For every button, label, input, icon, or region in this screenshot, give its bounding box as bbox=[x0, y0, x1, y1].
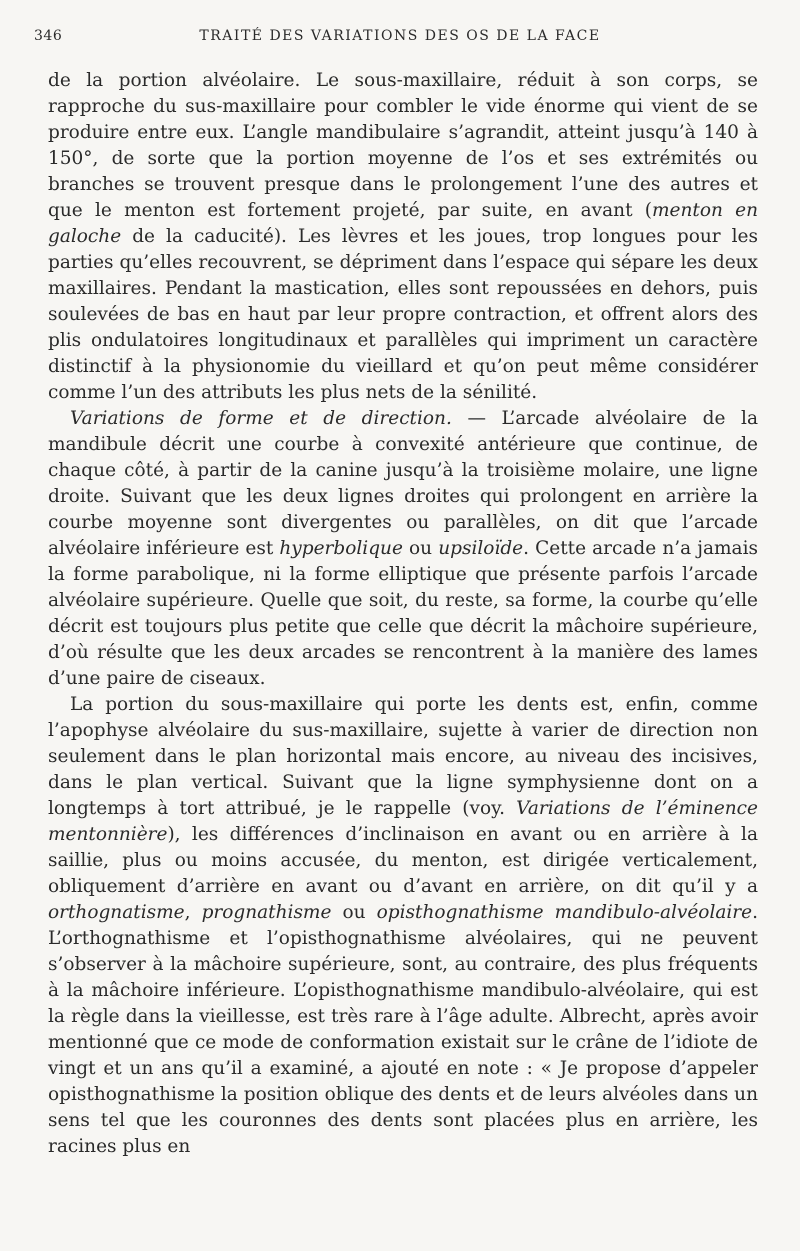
text-run: , bbox=[184, 902, 202, 923]
italic-run: Variations de l’éminence mentonnière bbox=[48, 798, 758, 845]
running-head bbox=[34, 28, 766, 54]
italic-run: opisthognathisme mandibulo-alvéolaire bbox=[376, 902, 753, 923]
text-run: ou bbox=[402, 538, 439, 559]
text-run: . L’orthognathisme et l’opisthognathisme alvéolaires, qui ne peuvent s’observer à la mâchoire supérieure, sont, au contraire, des plus fréquents à la mâchoire inférieure. L’opisthognathisme mandibulo-alvéolaire, qui est la règle dans la vieillesse, est très rare à l’âge adulte. Albrecht, après avoir mentionné que ce mode de conformation existait sur le crâne de l’idiote de vingt et un ans qu’il a examiné, a ajouté en note : « Je propose d’appeler opisthognathisme la position oblique des dents et de leurs alvéoles dans un sens tel que les couronnes des dents sont placées plus en arrière, les racines plus en bbox=[48, 902, 758, 1157]
body-text bbox=[48, 68, 758, 1160]
italic-run: prognathisme bbox=[201, 902, 332, 923]
paragraph bbox=[48, 692, 758, 1160]
italic-run: orthognatisme bbox=[48, 902, 185, 923]
text-run: La portion du sous-maxillaire qui porte les dents est, enfin, comme l’apophyse alvéolaire du sus-maxillaire, sujette à varier de direction non seulement dans le plan horizontal mais encore, au niveau des incisives, dans le plan vertical. Suivant que la ligne symphysienne dont on a longtemps à tort attribué, je le rappelle (voy. bbox=[48, 694, 758, 819]
italic-run: upsiloïde bbox=[438, 538, 524, 559]
paragraph bbox=[48, 406, 758, 692]
italic-run: hyperbolique bbox=[279, 538, 403, 559]
text-run: ou bbox=[331, 902, 377, 923]
text-run: ), les différences d’inclinaison en avant ou en arrière à la saillie, plus ou moins accusée, du menton, est dirigée verticalement, obliquement d’arrière en avant ou d’avant en arrière, on dit qu’il y a bbox=[48, 824, 758, 897]
italic-run: menton en galoche bbox=[48, 200, 758, 247]
text-run: de la portion alvéolaire. Le sous-maxillaire, réduit à son corps, se rapproche du sus-maxillaire pour combler le vide énorme qui vient de se produire entre eux. L’angle mandibulaire s’agrandit, atteint jusqu’à 140 à 150°, de sorte que la portion moyenne de l’os et ses extrémités ou branches se trouvent presque dans le prolongement l’une des autres et que le menton est fortement projeté, par suite, en avant ( bbox=[48, 70, 758, 221]
text-run: — L’arcade alvéolaire de la mandibule décrit une courbe à convexité antérieure que continue, de chaque côté, à partir de la canine jusqu’à la troisième molaire, une ligne droite. Suivant que les deux lignes droites qui prolongent en arrière la courbe moyenne sont divergentes ou parallèles, on dit que l’arcade alvéolaire inférieure est bbox=[48, 408, 758, 559]
text-run: de la caducité). Les lèvres et les joues, trop longues pour les parties qu’elles recouvrent, se dépriment dans l’espace qui sépare les deux maxillaires. Pendant la mastication, elles sont repoussées en dehors, puis soulevées de bas en haut par leur propre contraction, et offrent alors des plis ondulatoires longitudinaux et parallèles qui impriment un caractère distinctif à la physionomie du vieillard et qu’on peut même considérer comme l’un des attributs les plus nets de la sénilité. bbox=[48, 226, 758, 403]
text-run: . Cette arcade n’a jamais la forme parabolique, ni la forme elliptique que présente parfois l’arcade alvéolaire supérieure. Quelle que soit, du reste, sa forme, la courbe qu’elle décrit est toujours plus petite que celle que décrit la mâchoire supérieure, d’où résulte que les deux arcades se rencontrent à la manière des lames d’une paire de ciseaux. bbox=[48, 538, 759, 689]
page-number: 346 bbox=[34, 28, 63, 44]
section-heading: Variations de forme et de direction. bbox=[70, 408, 452, 429]
paragraph bbox=[48, 68, 758, 406]
running-title: TRAITÉ DES VARIATIONS DES OS DE LA FACE bbox=[199, 28, 601, 44]
